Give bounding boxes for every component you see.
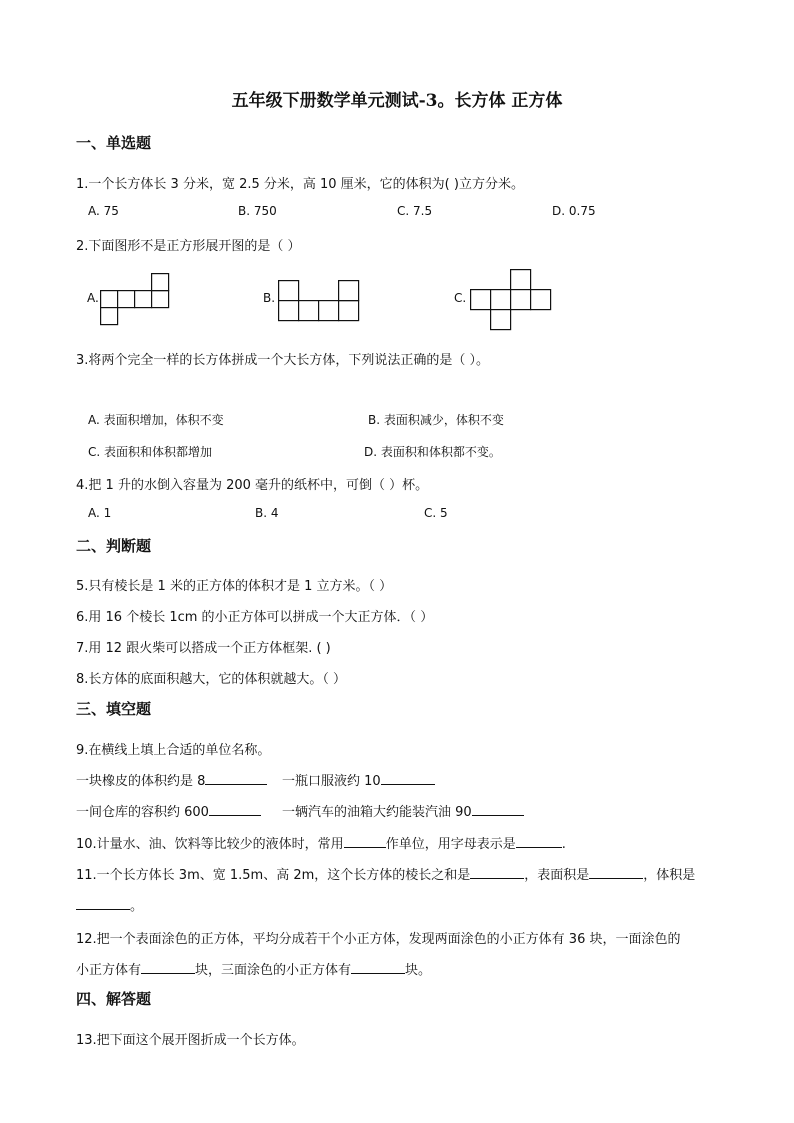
cube-net-figure-c bbox=[470, 269, 554, 333]
answer-blank[interactable] bbox=[76, 897, 130, 910]
section-heading-solutions: 四、解答题 bbox=[76, 990, 152, 1008]
section-heading-fill-in: 三、填空题 bbox=[76, 700, 152, 718]
q11-text-b: ，表面积是 bbox=[524, 868, 590, 883]
q11-text-c: ，体积是 bbox=[643, 868, 696, 883]
q10-text-c: . bbox=[561, 837, 566, 852]
answer-blank[interactable] bbox=[589, 866, 643, 879]
q9-warehouse-text: 一间仓库的容积约 600 bbox=[76, 805, 209, 820]
q9-fuel-tank-text: 一辆汽车的油箱大约能装汽油 90 bbox=[282, 805, 472, 820]
q12-text-c: 块，三面涂色的小正方体有 bbox=[195, 963, 352, 978]
q11-text-a: 11.一个长方体长 3m、宽 1.5m、高 2m，这个长方体的棱长之和是 bbox=[76, 868, 471, 883]
q3-option-b: B. 表面积减少，体积不变 bbox=[368, 413, 504, 427]
question-11-cont bbox=[76, 895, 143, 914]
q9-eraser-text: 一块橡皮的体积约是 8 bbox=[76, 774, 206, 789]
q9-line-2b bbox=[282, 801, 524, 820]
question-10 bbox=[76, 833, 566, 852]
answer-blank[interactable] bbox=[470, 866, 524, 879]
q3-option-c: C. 表面积和体积都增加 bbox=[88, 445, 213, 459]
answer-blank[interactable] bbox=[205, 772, 267, 785]
question-12: 12.把一个表面涂色的正方体，平均分成若干个小正方体，发现两面涂色的小正方体有 36 块，一面涂色的 bbox=[76, 932, 681, 947]
q9-line-2a bbox=[76, 801, 261, 820]
q1-option-b: B. 750 bbox=[238, 204, 277, 218]
cube-net-figure-b bbox=[278, 280, 364, 324]
question-5: 5.只有棱长是 1 米的正方体的体积才是 1 立方米。（ ） bbox=[76, 579, 393, 594]
answer-blank[interactable] bbox=[209, 803, 261, 816]
question-11 bbox=[76, 864, 695, 883]
question-9: 9.在横线上填上合适的单位名称。 bbox=[76, 743, 271, 758]
question-1: 1.一个长方体长 3 分米，宽 2.5 分米，高 10 厘米，它的体积为( )立方分米。 bbox=[76, 177, 524, 192]
question-6: 6.用 16 个棱长 1cm 的小正方体可以拼成一个大正方体．（ ） bbox=[76, 610, 434, 625]
question-12-cont bbox=[76, 959, 431, 978]
q11-text-d: 。 bbox=[130, 899, 144, 914]
q12-text-b: 小正方体有 bbox=[76, 963, 142, 978]
page-title: 五年级下册数学单元测试-3。长方体 正方体 bbox=[231, 91, 563, 111]
answer-blank[interactable] bbox=[381, 772, 435, 785]
q10-text-b: 作单位，用字母表示是 bbox=[385, 837, 516, 852]
section-heading-single-choice: 一、单选题 bbox=[76, 134, 152, 152]
q3-option-d: D. 表面积和体积都不变。 bbox=[364, 445, 501, 459]
q1-option-c: C. 7.5 bbox=[397, 204, 433, 218]
answer-blank[interactable] bbox=[472, 803, 524, 816]
q3-option-a: A. 表面积增加，体积不变 bbox=[88, 413, 224, 427]
q2-option-c: C. bbox=[454, 291, 467, 305]
question-4: 4.把 1 升的水倒入容量为 200 毫升的纸杯中，可倒（ ）杯。 bbox=[76, 478, 429, 493]
answer-blank[interactable] bbox=[344, 835, 386, 848]
q9-line-1b bbox=[282, 770, 435, 789]
answer-blank[interactable] bbox=[351, 961, 405, 974]
question-7: 7.用 12 跟火柴可以搭成一个正方体框架. ( ) bbox=[76, 641, 331, 656]
answer-blank[interactable] bbox=[141, 961, 195, 974]
q4-option-a: A. 1 bbox=[88, 506, 112, 520]
question-2: 2.下面图形不是正方形展开图的是（ ） bbox=[76, 239, 301, 254]
question-8: 8.长方体的底面积越大，它的体积就越大。（ ） bbox=[76, 672, 347, 687]
q10-text-a: 10.计量水、油、饮料等比较少的液体时，常用 bbox=[76, 837, 344, 852]
q4-option-c: C. 5 bbox=[424, 506, 448, 520]
q1-option-d: D. 0.75 bbox=[552, 204, 596, 218]
q9-line-1a bbox=[76, 770, 267, 789]
answer-blank[interactable] bbox=[516, 835, 562, 848]
q9-oral-liquid-text: 一瓶口服液约 10 bbox=[282, 774, 381, 789]
q2-option-b: B. bbox=[263, 291, 276, 305]
q1-option-a: A. 75 bbox=[88, 204, 119, 218]
question-3: 3.将两个完全一样的长方体拼成一个大长方体，下列说法正确的是（ ）。 bbox=[76, 353, 490, 368]
q2-option-a: A. bbox=[87, 291, 99, 305]
section-heading-true-false: 二、判断题 bbox=[76, 537, 152, 555]
cube-net-figure-a bbox=[100, 272, 172, 326]
question-13: 13.把下面这个展开图折成一个长方体。 bbox=[76, 1033, 305, 1048]
q4-option-b: B. 4 bbox=[255, 506, 279, 520]
q12-text-d: 块。 bbox=[405, 963, 432, 978]
